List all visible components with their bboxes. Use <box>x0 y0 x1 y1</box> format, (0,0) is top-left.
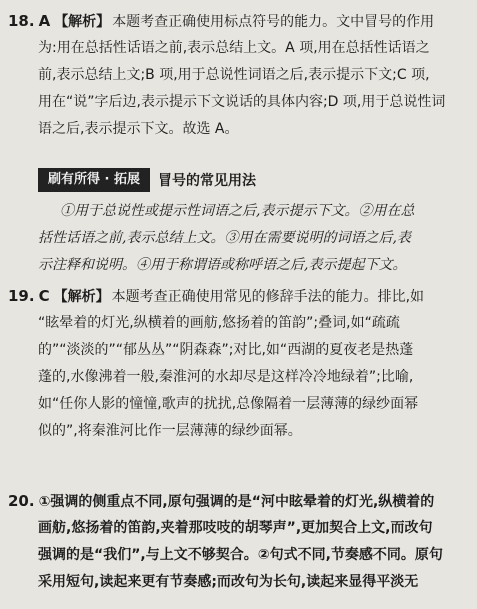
analysis-tag: 【解析】 <box>53 289 110 305</box>
q20-line-1 <box>8 488 470 515</box>
banner-title: 冒号的常见用法 <box>158 173 256 189</box>
q19-line-5: 如“任你人影的憧憧,歌声的扰扰,总像隔着一层薄薄的绿纱面幂 <box>38 396 419 412</box>
paragraph-text: ①强调的侧重点不同,原句强调的是“河中眩晕着的灯光,纵横着的 <box>38 494 435 510</box>
answer-letter: A <box>38 12 51 30</box>
question-number: 20. <box>8 492 35 510</box>
answer-letter: C <box>38 287 50 305</box>
question-number: 18. <box>8 12 35 30</box>
note-line-1: ①用于总说性或提示性词语之后,表示提示下文。②用在总 <box>60 203 415 219</box>
question-number: 19. <box>8 287 35 305</box>
q19-line-2: “眩晕着的灯光,纵横着的画舫,悠扬着的笛韵”;叠词,如“疏疏 <box>38 315 400 331</box>
banner-label: 刷有所得 · 拓展 <box>38 168 150 192</box>
q18-line-5: 语之后,表示提示下文。故选 A。 <box>38 121 239 137</box>
q18-line-2: 为:用在总括性话语之前,表示总结上文。A 项,用在总括性话语之 <box>38 40 430 56</box>
q19-line-4: 蓬的,水像沸着一般,秦淮河的水却尽是这样冷冷地绿着”;比喻, <box>38 369 414 385</box>
q18-line-4: 用在“说”字后边,表示提示下文说话的具体内容;D 项,用于总说性词 <box>38 94 446 110</box>
question-18 <box>8 8 470 143</box>
q20-line-3: 强调的是“我们”,与上文不够契合。②句式不同,节奏感不同。原句 <box>38 547 443 563</box>
q19-line-3: 的”“淡淡的”“郁丛丛”“阴森森”;对比,如“西湖的夏夜老是热蓬 <box>38 342 414 358</box>
paragraph-text: 本题考查正确使用标点符号的能力。文中冒号的作用 <box>112 14 435 30</box>
q20-line-4: 采用短句,读起来更有节奏感;而改句为长句,读起来显得平淡无 <box>38 574 419 590</box>
q20-line-2: 画舫,悠扬着的笛韵,夹着那吱吱的胡琴声”,更加契合上文,而改句 <box>38 520 433 536</box>
note-line-3: 示注释和说明。④用于称谓语或称呼语之后,表示提起下文。 <box>38 257 407 273</box>
paragraph-text: 本题考查正确使用常见的修辞手法的能力。排比,如 <box>111 289 425 305</box>
analysis-tag: 【解析】 <box>54 14 111 30</box>
question-20 <box>8 488 470 596</box>
note-line-2: 括性话语之前,表示总结上文。③用在需要说明的词语之后,表 <box>38 230 411 246</box>
q18-line-3: 前,表示总结上文;B 项,用于总说性词语之后,表示提示下文;C 项, <box>38 67 430 83</box>
q18-line-1 <box>8 8 470 35</box>
q19-line-1 <box>8 283 470 310</box>
extension-banner <box>38 168 256 192</box>
question-19 <box>8 283 470 445</box>
q19-line-6: 似的”,将秦淮河比作一层薄薄的绿纱面幂。 <box>38 423 302 439</box>
colon-usage-note <box>8 198 470 279</box>
